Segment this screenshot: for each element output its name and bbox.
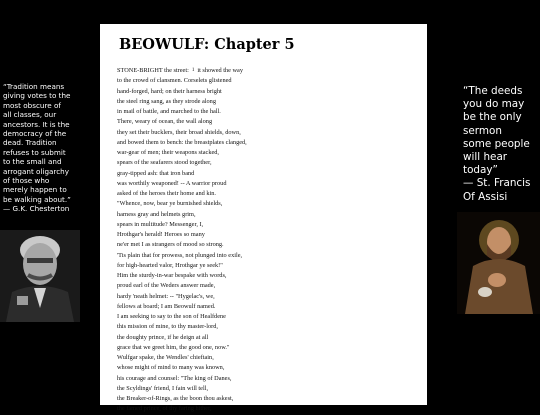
poem-line: was worthily weaponed! -- A warrior proud (117, 179, 227, 187)
poem-line: the steel ring sang, as they strode along (117, 97, 216, 105)
poem-line: Wulfgar spake, the Wendles' chieftain, (117, 354, 214, 361)
poem-line: I am seeking to say to the son of Healfdene (117, 313, 226, 320)
poem-line: Him the sturdy-in-war bespake with words, (117, 272, 227, 279)
poem-line-end: it showed the way (197, 67, 243, 74)
st-francis-quote: “The deeds you do may be the only sermon some people will hear today” — St. Francis Of Assisi (463, 85, 531, 203)
poem-line: harness gray and helmets grim, (117, 210, 196, 218)
poem-line: whose might of mind to many was known, (117, 364, 225, 372)
poem-line: There, weary of ocean, the wall along (117, 118, 213, 126)
poem-text (117, 66, 417, 415)
poem-line: "Whence, now, bear ye burnished shields, (117, 200, 223, 208)
st-francis-portrait (457, 212, 540, 314)
poem-line: Hrothgar's herald! Heroes so many (117, 231, 205, 238)
poem-line: the famed prince, of thy faring hither, (117, 405, 212, 413)
poem-line: and bowed them to bench: the breastplates clanged, (117, 138, 247, 146)
poem-line: they set their bucklers, their broad shields, down, (117, 128, 241, 136)
poem-line: spears of the seafarers stood together, (117, 159, 212, 167)
poem-line: this mission of mine, to thy master-lord, (117, 323, 218, 331)
poem-line: his courage and counsel: "The king of Danes, (117, 374, 232, 382)
page-title: BEOWULF: Chapter 5 (119, 36, 295, 53)
chesterton-portrait (0, 230, 80, 322)
poem-line: 'Tis plain that for prowess, not plunged into exile, (117, 251, 243, 259)
document-page (100, 24, 427, 413)
poem-line: hardy 'neath helmet: -- "Hygelac's, we, (117, 292, 215, 300)
poem-line: asked of the heroes their home and kin. (117, 190, 216, 197)
poem-line: proud earl of the Weders answer made, (117, 282, 216, 290)
poem-line: spears in multitude? Messenger, I, (117, 220, 204, 228)
chesterton-quote: “Tradition means giving votes to the most obscure of all classes, our ancestors. It is the democracy of the dead. Tradition refuses to submit to the small and arrogant oligarchy of those who merely happen to be walking about.” — G.K. Chesterton (3, 82, 71, 214)
poem-line (117, 66, 417, 76)
poem-line: the doughty prince, if he deign at all (117, 333, 209, 341)
poem-line: hand-forged, hard; on their harness bright (117, 87, 222, 95)
footnote-link[interactable]: 1 (191, 68, 195, 73)
poem-line: ne'er met I as strangers of mood so strong. (117, 241, 224, 249)
poem-line: grace that we greet him, the good one, now." (117, 343, 230, 351)
poem-line: the Scyldings' friend, I fain will tell, (117, 384, 209, 392)
poem-line: to the crowd of clansmen. Corselets glistened (117, 77, 232, 85)
poem-line: war-gear of men; their weapons stacked, (117, 149, 219, 156)
poem-line: the Breaker-of-Rings, as the boon thou askest, (117, 395, 234, 402)
poem-line: fellows at board; I am Beowulf named. (117, 302, 216, 310)
poem-line-start: STONE-BRIGHT the street: (117, 67, 189, 74)
poem-line: gray-tipped ash: that iron band (117, 169, 195, 177)
poem-line: in mail of battle, and marched to the hall. (117, 108, 221, 115)
poem-line: for high-hearted valor, Hrothgar ye seek!" (117, 261, 223, 269)
